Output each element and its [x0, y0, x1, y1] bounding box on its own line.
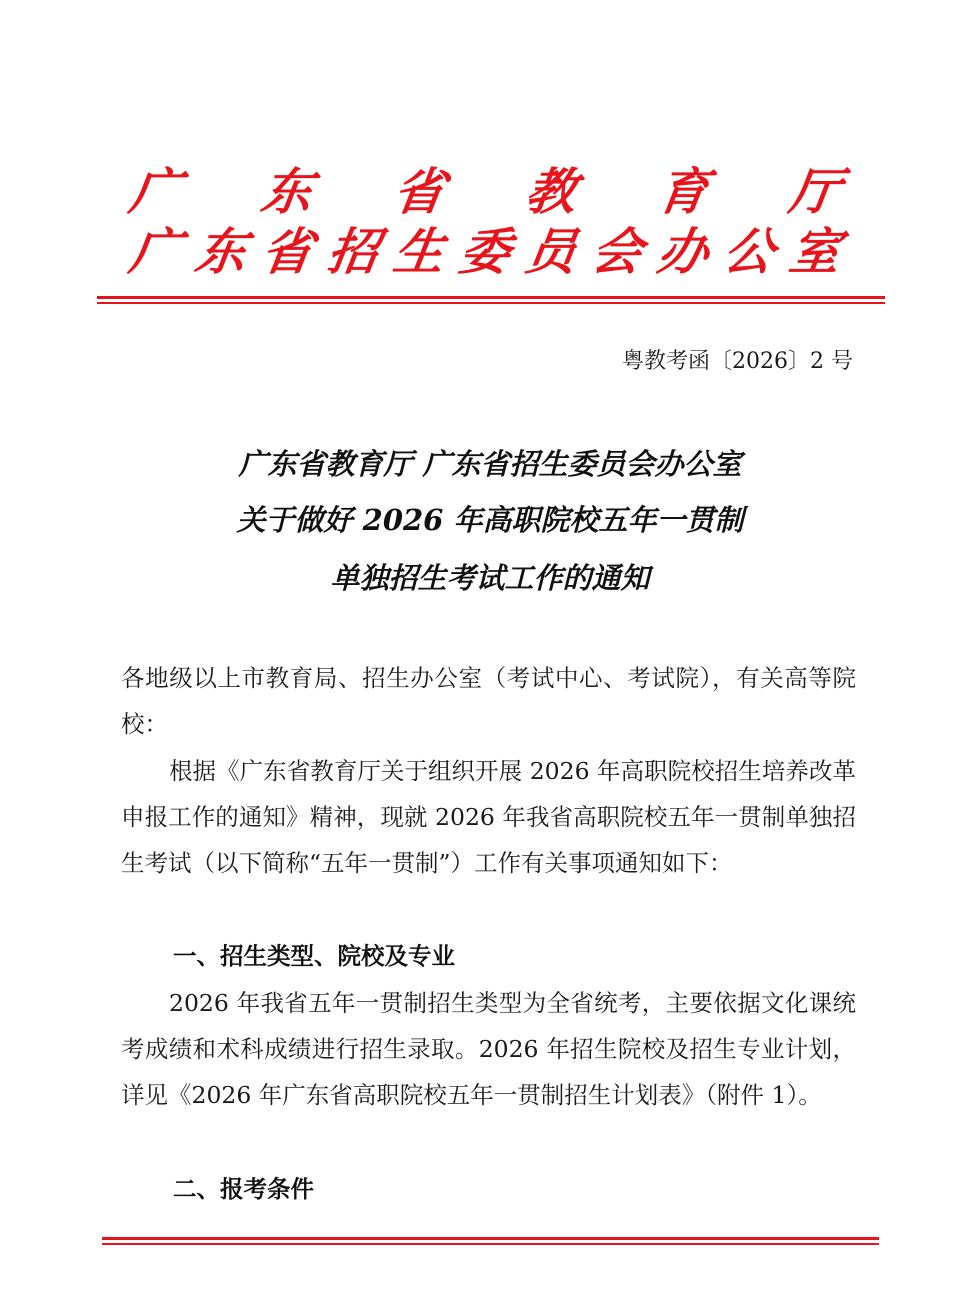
letterhead-char: 广: [125, 222, 185, 281]
letterhead-char: 招: [323, 222, 383, 281]
letterhead-char: 会: [587, 222, 647, 281]
section-2-heading: 二、报考条件: [173, 1175, 314, 1203]
document-number: 粤教考函〔2026〕2 号: [622, 349, 853, 374]
letterhead-char: 员: [521, 222, 581, 281]
footer-rule-thin: [102, 1243, 879, 1245]
addressee: 各地级以上市教育局、招生办公室（考试中心、考试院），有关高等院校：: [121, 664, 856, 738]
letterhead-char: 省: [389, 162, 449, 221]
letterhead-char: 室: [785, 222, 845, 281]
title-line-1: 广东省教育厅 广东省招生委员会办公室: [238, 447, 742, 481]
letterhead-char: 育: [653, 162, 713, 221]
title-line-3: 单独招生考试工作的通知: [330, 561, 650, 595]
paragraph-2: 2026 年我省五年一贯制招生类型为全省统考，主要依据文化课统考成绩和术科成绩进行招生录取。2026 年招生院校及招生专业计划，详见《2026 年广东省高职院校五年一贯制招生计划表》（附件 1）。: [121, 989, 856, 1109]
letterhead-char: 生: [389, 222, 449, 281]
letterhead-char: 教: [521, 162, 581, 221]
letterhead-char: 办: [653, 222, 713, 281]
letterhead-char: 广: [125, 162, 185, 221]
letterhead-char: 东: [191, 222, 251, 281]
letterhead-char: 委: [455, 222, 515, 281]
letterhead-line-2: [125, 222, 845, 282]
title-line-2: 关于做好 2026 年高职院校五年一贯制: [236, 503, 744, 537]
letterhead-line-1: [125, 162, 845, 222]
header-rule-thin: [97, 302, 885, 304]
letterhead-char: 东: [257, 162, 317, 221]
letterhead-char: 公: [719, 222, 779, 281]
paragraph-1: 根据《广东省教育厅关于组织开展 2026 年高职院校招生培养改革申报工作的通知》精神，现就 2026 年我省高职院校五年一贯制单独招生考试（以下简称“五年一贯制”）工作有关事项通知如下：: [121, 757, 856, 877]
footer-rule-thick: [102, 1237, 879, 1240]
header-rule-thick: [97, 296, 885, 299]
letterhead-char: 厅: [785, 162, 845, 221]
section-1-heading: 一、招生类型、院校及专业: [173, 942, 455, 970]
letterhead-char: 省: [257, 222, 317, 281]
